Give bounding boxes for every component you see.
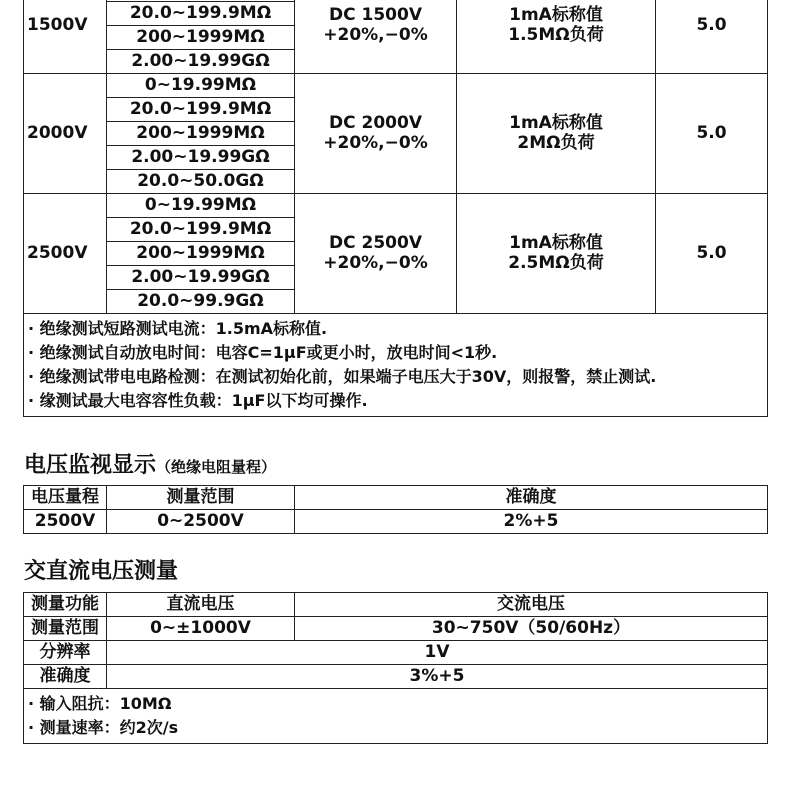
table-cell: 1V [107, 641, 768, 665]
table-row [24, 510, 768, 534]
table-cell: 2%+5 [295, 510, 768, 534]
output-voltage-cell: DC 1500V +20%,−0% [295, 0, 457, 74]
note-line: · 绝缘测试短路测试电流：1.5mA标称值. [28, 319, 328, 338]
test-current-cell: 1mA标称值 1.5MΩ负荷 [457, 0, 656, 74]
notes-row [24, 689, 768, 744]
range-cell: 20.0~99.9GΩ [107, 290, 295, 314]
table-row [24, 617, 768, 641]
insulation-spec-table [23, 0, 768, 417]
test-current-cell: 1mA标称值 2.5MΩ负荷 [457, 194, 656, 314]
table-cell: 2500V [24, 510, 107, 534]
output-voltage-cell: DC 2000V +20%,−0% [295, 74, 457, 194]
note-line: · 输入阻抗：10MΩ [28, 694, 172, 713]
range-cell: 20.0~199.9MΩ [107, 98, 295, 122]
header-cell: 测量范围 [107, 486, 295, 510]
acdc-heading: 交直流电压测量 [24, 559, 179, 584]
note-line: · 绝缘测试自动放电时间：电容C=1μF或更小时，放电时间<1秒. [28, 343, 498, 362]
table-cell: 测量功能 [24, 593, 107, 617]
output-voltage-cell: DC 2500V +20%,−0% [295, 194, 457, 314]
accuracy-cell: 5.0 [656, 74, 768, 194]
accuracy-cell: 5.0 [656, 194, 768, 314]
header-cell: 准确度 [295, 486, 768, 510]
table-cell: 0~2500V [107, 510, 295, 534]
table-cell: 30~750V（50/60Hz） [295, 617, 768, 641]
notes-row [24, 314, 768, 417]
range-cell: 200~1999MΩ [107, 242, 295, 266]
acdc-notes [24, 689, 768, 744]
section-title: 电压监视显示 [24, 453, 157, 478]
range-cell: 200~1999MΩ [107, 122, 295, 146]
note-line: · 缘测试最大电容容性负载：1μF以下均可操作. [28, 391, 368, 410]
table-row [24, 194, 768, 218]
range-cell: 0~19.99MΩ [107, 194, 295, 218]
table-header-row [24, 486, 768, 510]
voltage-monitor-table [23, 485, 768, 534]
range-cell: 2.00~19.99GΩ [107, 50, 295, 74]
note-line: · 测量速率：约2次/s [28, 718, 179, 737]
range-cell: 20.0~199.9MΩ [107, 218, 295, 242]
table-cell: 直流电压 [107, 593, 295, 617]
insulation-notes [24, 314, 768, 417]
range-cell: 20.0~50.0GΩ [107, 170, 295, 194]
acdc-voltage-table [23, 592, 768, 744]
section-subtitle: （绝缘电阻量程） [156, 458, 277, 476]
range-cell: 2.00~19.99GΩ [107, 146, 295, 170]
table-row [24, 641, 768, 665]
accuracy-cell: 5.0 [656, 0, 768, 74]
test-voltage-cell: 2500V [24, 194, 107, 314]
table-cell: 分辨率 [24, 641, 107, 665]
table-cell: 3%+5 [107, 665, 768, 689]
table-cell: 测量范围 [24, 617, 107, 641]
table-row [24, 665, 768, 689]
table-cell: 准确度 [24, 665, 107, 689]
test-current-cell: 1mA标称值 2MΩ负荷 [457, 74, 656, 194]
note-line: · 绝缘测试带电电路检测：在测试初始化前，如果端子电压大于30V，则报警，禁止测试. [28, 367, 657, 386]
table-cell: 交流电压 [295, 593, 768, 617]
voltage-monitor-heading [24, 448, 276, 479]
header-cell: 电压量程 [24, 486, 107, 510]
range-cell: 0~19.99MΩ [107, 74, 295, 98]
range-cell: 20.0~199.9MΩ [107, 2, 295, 26]
range-cell: 2.00~19.99GΩ [107, 266, 295, 290]
test-voltage-cell: 2000V [24, 74, 107, 194]
test-voltage-cell: 1500V [24, 0, 107, 74]
table-row [24, 74, 768, 98]
table-row [24, 593, 768, 617]
table-cell: 0~±1000V [107, 617, 295, 641]
range-cell: 200~1999MΩ [107, 26, 295, 50]
